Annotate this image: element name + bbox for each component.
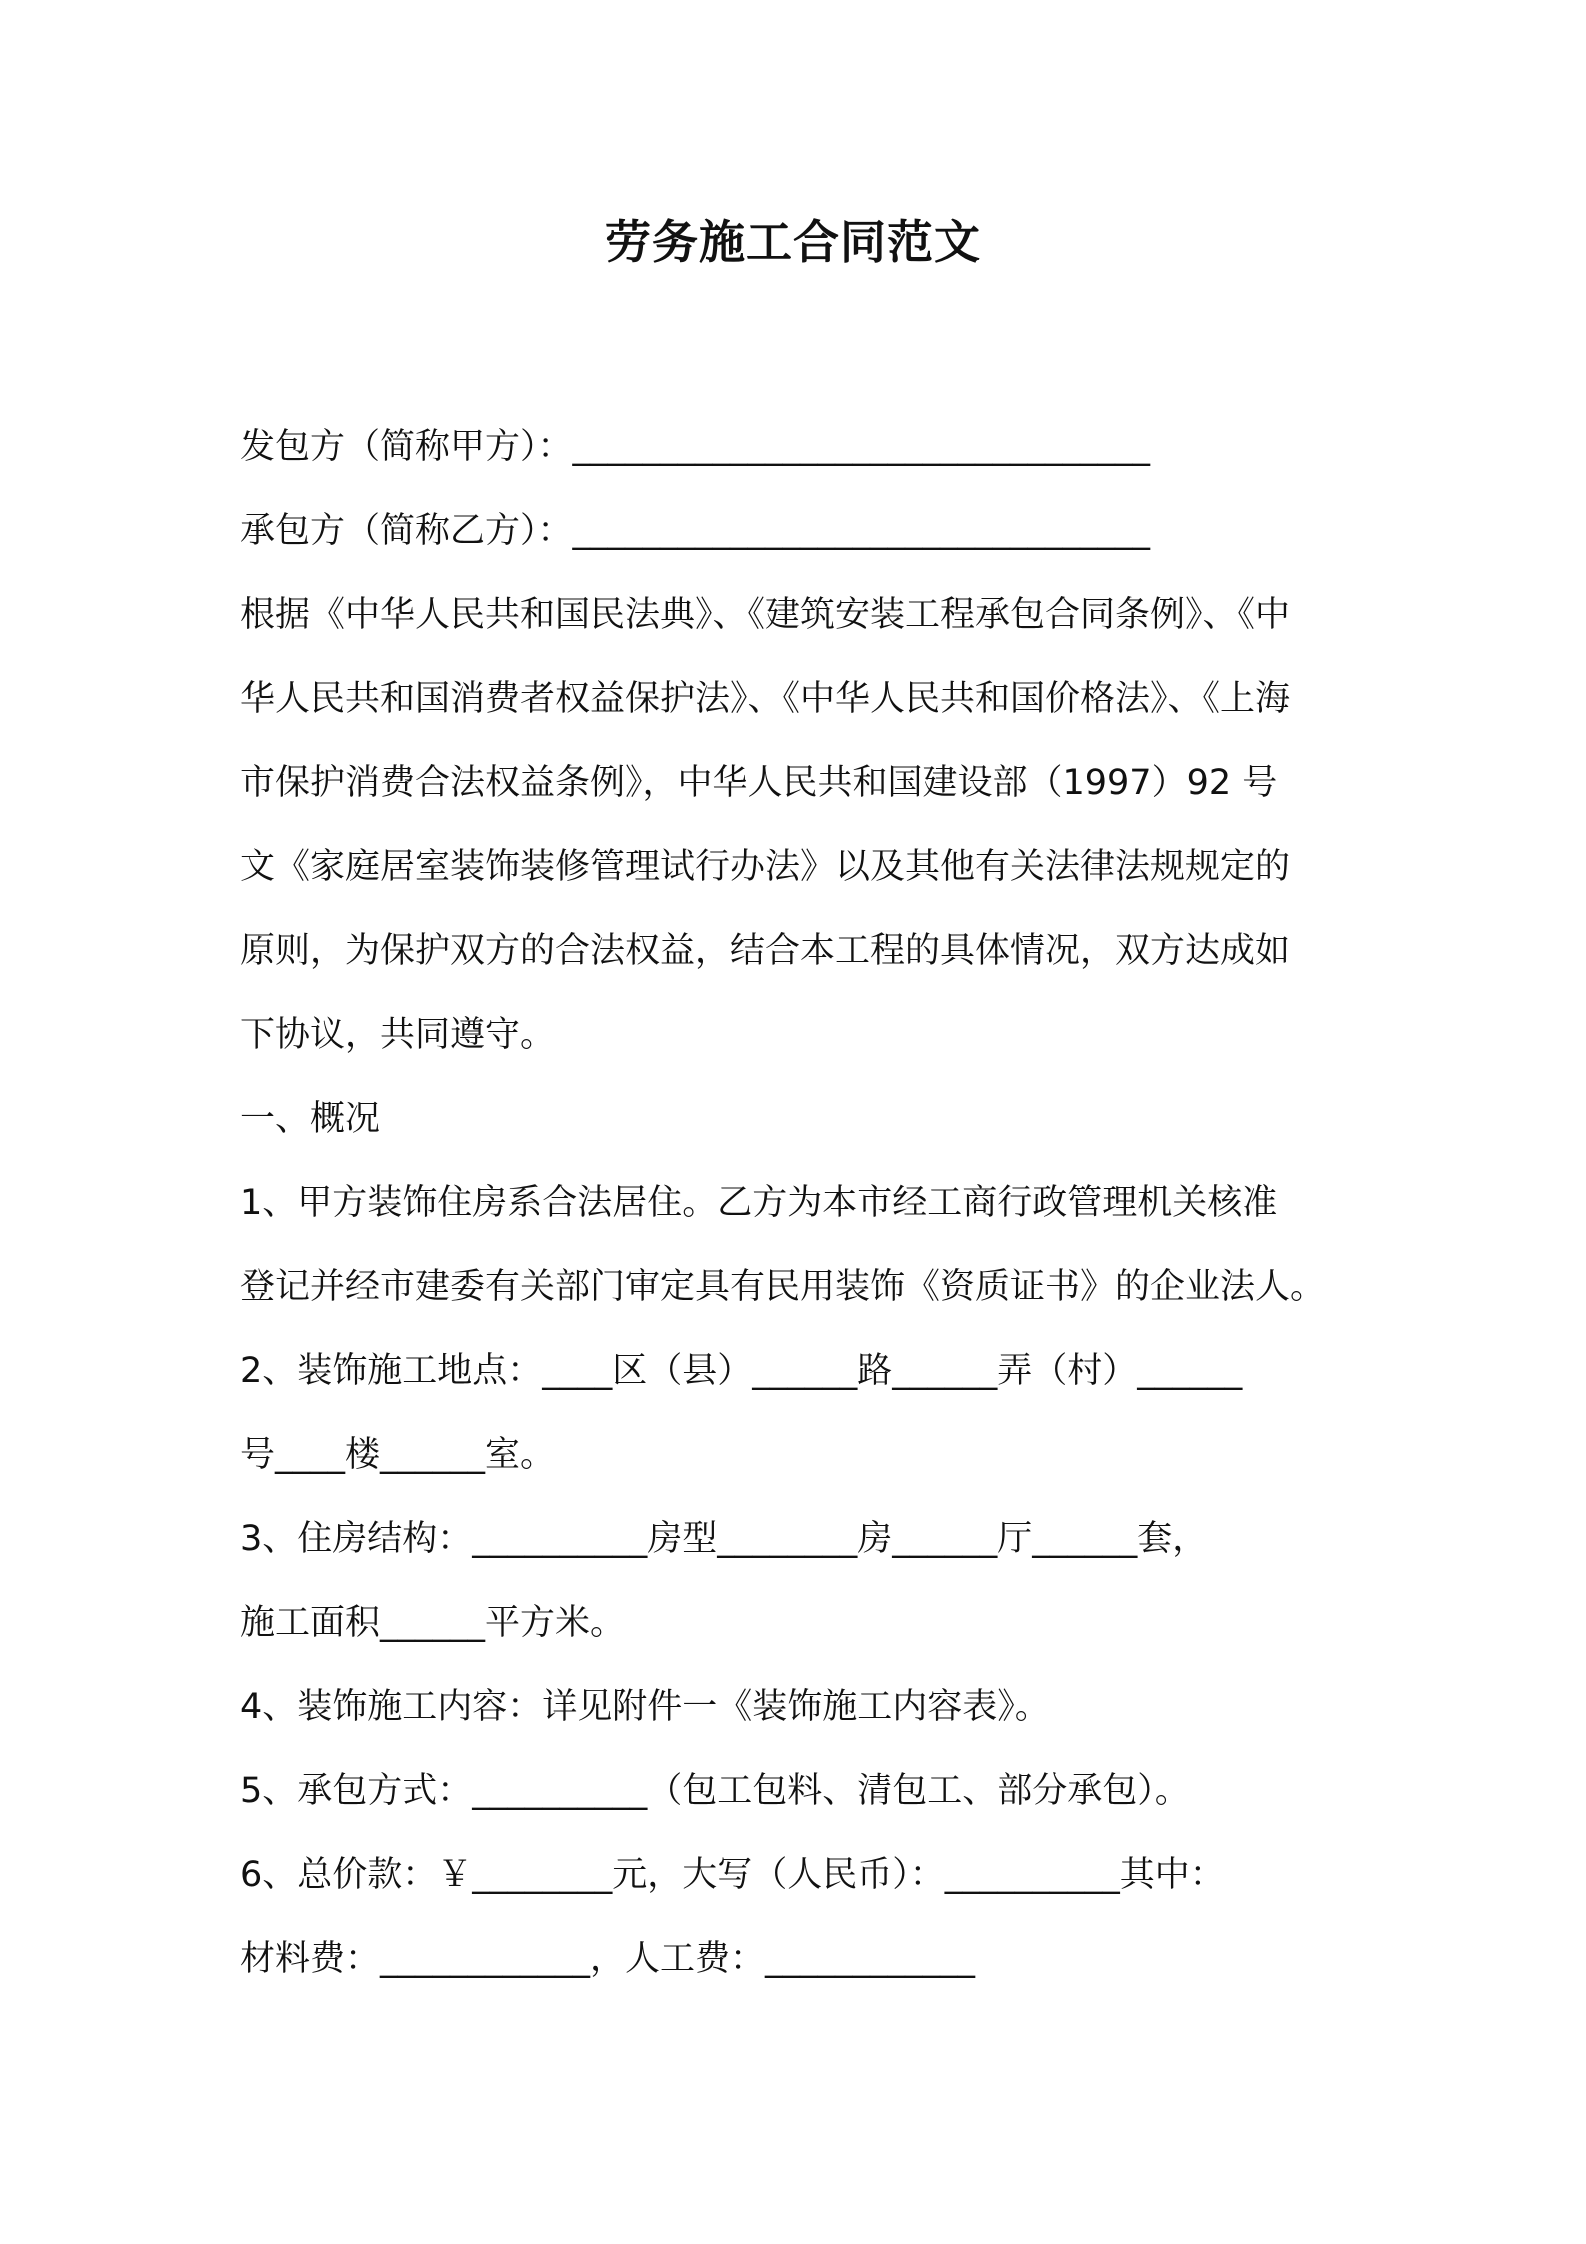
- party-b-text: 承包方（简称乙方）：_________________________________: [240, 511, 1151, 551]
- preamble-line: [240, 909, 1350, 993]
- party-a-text: 发包方（简称甲方）：_________________________________: [240, 427, 1151, 467]
- clause-line: [240, 1749, 1350, 1833]
- preamble-line: [240, 741, 1350, 825]
- clause-text: 3、住房结构：__________房型________房______厅______套，: [240, 1519, 1208, 1559]
- clause-line: [240, 1329, 1350, 1413]
- preamble-text: 华人民共和国消费者权益保护法》、《中华人民共和国价格法》、《上海: [240, 679, 1291, 719]
- section-heading: [240, 1077, 1350, 1161]
- clause-line: [240, 1833, 1350, 1917]
- clause-text: 6、总价款：￥________元，大写（人民币）：__________其中：: [240, 1855, 1225, 1895]
- preamble-text: 原则，为保护双方的合法权益，结合本工程的具体情况，双方达成如: [240, 931, 1291, 971]
- party-a-line: [240, 405, 1350, 489]
- clause-text: 5、承包方式：__________（包工包料、清包工、部分承包）。: [240, 1771, 1190, 1811]
- clause-line: [240, 1245, 1350, 1329]
- clause-line: [240, 1161, 1350, 1245]
- clause-text: 材料费：____________，人工费：____________: [240, 1939, 976, 1979]
- clause-text: 登记并经市建委有关部门审定具有民用装饰《资质证书》的企业法人。: [240, 1267, 1326, 1307]
- preamble-line: [240, 825, 1350, 909]
- preamble-text: 根据《中华人民共和国民法典》、《建筑安装工程承包合同条例》、《中: [240, 595, 1291, 635]
- preamble-line: [240, 993, 1350, 1077]
- clause-line: [240, 1665, 1350, 1749]
- clause-text: 号____楼______室。: [240, 1435, 556, 1475]
- clause-text: 施工面积______平方米。: [240, 1603, 626, 1643]
- clause-text: 1、甲方装饰住房系合法居住。乙方为本市经工商行政管理机关核准: [240, 1183, 1278, 1223]
- document-body: [240, 405, 1350, 2001]
- clause-line: [240, 1497, 1350, 1581]
- preamble-text: 下协议，共同遵守。: [240, 1015, 556, 1055]
- section-heading-text: 一、概况: [240, 1099, 381, 1139]
- clause-text: 2、装饰施工地点：____区（县）______路______弄（村）______: [240, 1351, 1243, 1391]
- clause-line: [240, 1581, 1350, 1665]
- clause-line: [240, 1413, 1350, 1497]
- clause-text: 4、装饰施工内容：详见附件一《装饰施工内容表》。: [240, 1687, 1050, 1727]
- clause-line: [240, 1917, 1350, 2001]
- preamble-line: [240, 657, 1350, 741]
- party-b-line: [240, 489, 1350, 573]
- preamble-line: [240, 573, 1350, 657]
- preamble-text: 市保护消费合法权益条例》，中华人民共和国建设部（1997）92 号: [240, 763, 1278, 803]
- preamble-text: 文《家庭居室装饰装修管理试行办法》以及其他有关法律法规规定的: [240, 847, 1291, 887]
- document-title: 劳务施工合同范文: [605, 215, 981, 269]
